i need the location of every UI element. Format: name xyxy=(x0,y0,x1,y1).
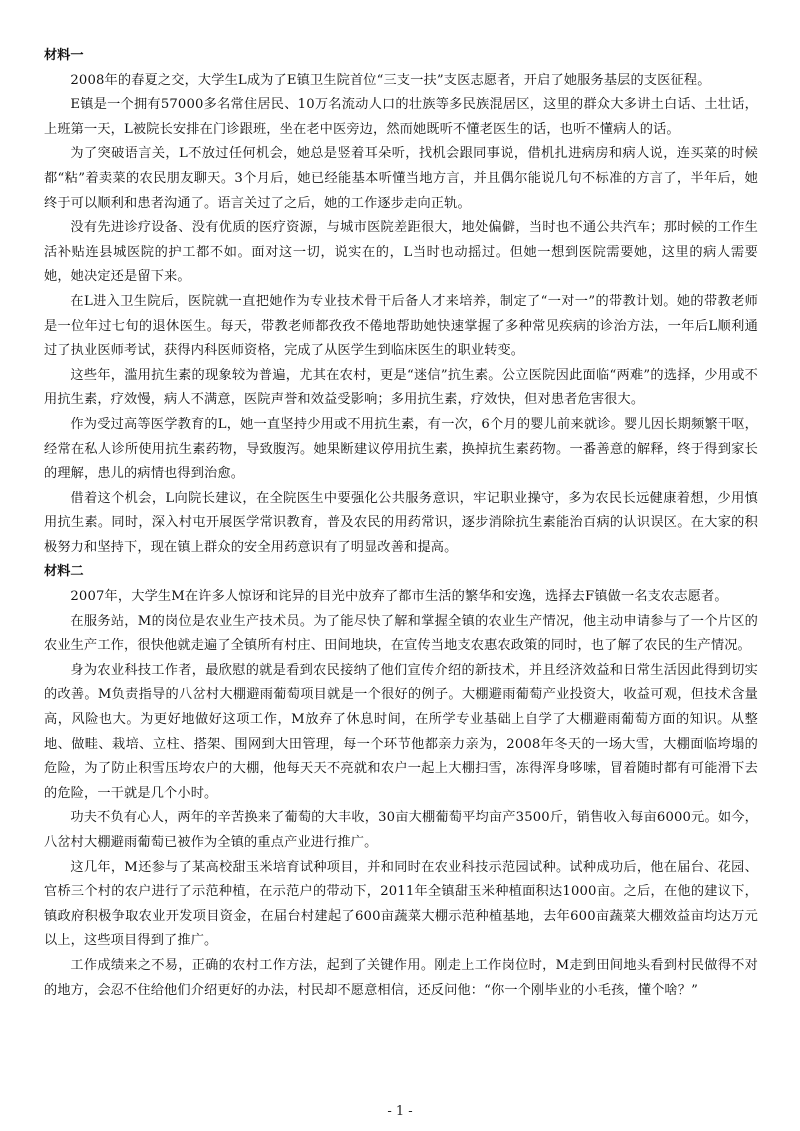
document-page xyxy=(44,44,758,1003)
paragraph: 2007年，大学生M在许多人惊讶和诧异的目光中放弃了都市生活的繁华和安逸，选择去F镇做一名支农志愿者。 xyxy=(70,589,728,605)
paragraph: 这几年，M还参与了某高校甜玉米培育试种项目，并和同时在农业科技示范园试种。试种成功后，他在届台、花园、官桥三个村的农户进行了示范种植，在示范户的带动下，2011年全镇甜玉米种植面积达1000亩。之后，在他的建议下，镇政府积极争取农业开发项目资金，在届台村建起了600亩蔬菜大棚示范种植基地，去年600亩蔬菜大棚效益亩均达万元以上，这些项目得到了推广。 xyxy=(44,859,758,949)
section-title: 材料一 xyxy=(44,48,84,63)
paragraph: 功夫不负有心人，两年的辛苦换来了葡萄的大丰收，30亩大棚葡萄平均亩产3500斤，销售收入每亩6000元。如今，八岔村大棚避雨葡萄已被作为全镇的重点产业进行推广。 xyxy=(44,810,758,850)
paragraph: 没有先进诊疗设备、没有优质的医疗资源，与城市医院差距很大，地处偏僻，当时也不通公共汽车；那时候的工作生活补贴连县城医院的护工都不如。面对这一切，说实在的，L当时也动摇过。但她一想到医院需要她，这里的病人需要她，她决定还是留下来。 xyxy=(44,220,758,285)
paragraph: 作为受过高等医学教育的L，她一直坚持少用或不用抗生素，有一次，6个月的婴儿前来就诊。婴儿因长期频繁干呕，经常在私人诊所使用抗生素药物，导致腹泻。她果断建议停用抗生素，换掉抗生素药物。一番善意的解释，终于得到家长的理解，患儿的病情也得到治愈。 xyxy=(44,416,758,482)
paragraph: 工作成绩来之不易，正确的农村工作方法，起到了关键作用。刚走上工作岗位时，M走到田间地头看到村民做得不对的地方，会忍不住给他们介绍更好的办法，村民却不愿意相信，还反问他：“你一个刚毕业的小毛孩，懂个啥？” xyxy=(44,957,758,998)
paragraph: 身为农业科技工作者，最欣慰的就是看到农民接纳了他们宣传介绍的新技术，并且经济效益和日常生活因此得到切实的改善。M负责指导的八岔村大棚避雨葡萄项目就是一个很好的例子。大棚避雨葡萄产业投资大，收益可观，但技术含量高，风险也大。为更好地做好这项工作，M放弃了休息时间，在所学专业基础上自学了大棚避雨葡萄方面的知识。从整地、做畦、栽培、立柱、搭架、围网到大田管理，每一个环节他都亲力亲为，2008年冬天的一场大雪，大棚面临垮塌的危险，为了防止积雪压垮农户的大棚，他每天天不亮就和农户一起上大棚扫雪，冻得浑身哆嗦，冒着随时都有可能滑下去的危险，一干就是几个小时。 xyxy=(44,662,758,801)
paragraph: 借着这个机会，L向院长建议，在全院医生中要强化公共服务意识，牢记职业操守，多为农民长远健康着想，少用慎用抗生素。同时，深入村屯开展医学常识教育，普及农民的用药常识，逐步消除抗生素能治百病的认识误区。在大家的积极努力和坚持下，现在镇上群众的安全用药意识有了明显改善和提高。 xyxy=(44,490,758,555)
paragraph: E镇是一个拥有57000多名常住居民、10万名流动人口的壮族等多民族混居区，这里的群众大多讲土白话、土壮话，上班第一天，L被院长安排在门诊跟班，坐在老中医旁边，然而她既听不懂老医生的话，也听不懂病人的话。 xyxy=(44,97,758,137)
section-2 xyxy=(44,560,758,1003)
paragraph: 这些年，滥用抗生素的现象较为普遍，尤其在农村，更是“迷信”抗生素。公立医院因此面临“两难”的选择，少用或不用抗生素，疗效慢，病人不满意，医院声誉和效益受影响；多用抗生素，疗效快，但对患者危害很大。 xyxy=(44,367,758,408)
section-1 xyxy=(44,44,758,560)
page-number: - 1 - xyxy=(387,1104,413,1119)
paragraph: 在服务站，M的岗位是农业生产技术员。为了能尽快了解和掌握全镇的农业生产情况，他主动申请参与了一个片区的农业生产工作，很快他就走遍了全镇所有村庄、田间地块，在宣传当地支农惠农政策的同时，也了解了农民的生产情况。 xyxy=(44,613,758,654)
paragraph: 2008年的春夏之交，大学生L成为了E镇卫生院首位“三支一扶”支医志愿者，开启了她服务基层的支医征程。 xyxy=(70,72,711,88)
section-title: 材料二 xyxy=(44,564,84,580)
paragraph: 在L进入卫生院后，医院就一直把她作为专业技术骨干后备人才来培养，制定了“一对一”的带教计划。她的带教老师是一位年过七旬的退休医生。每天，带教老师都孜孜不倦地帮助她快速掌握了多种常见疾病的诊治方法，一年后L顺利通过了执业医师考试，获得内科医师资格，完成了从医学生到临床医生的职业转变。 xyxy=(44,293,758,359)
paragraph: 为了突破语言关，L不放过任何机会，她总是竖着耳朵听，找机会跟同事说，借机扎进病房和病人说，连买菜的时候都“粘”着卖菜的农民朋友聊天。3个月后，她已经能基本听懂当地方言，并且偶尔能说几句不标准的方言了，半年后，她终于可以顺利和患者沟通了。语言关过了之后，她的工作逐步走向正轨。 xyxy=(44,146,758,211)
